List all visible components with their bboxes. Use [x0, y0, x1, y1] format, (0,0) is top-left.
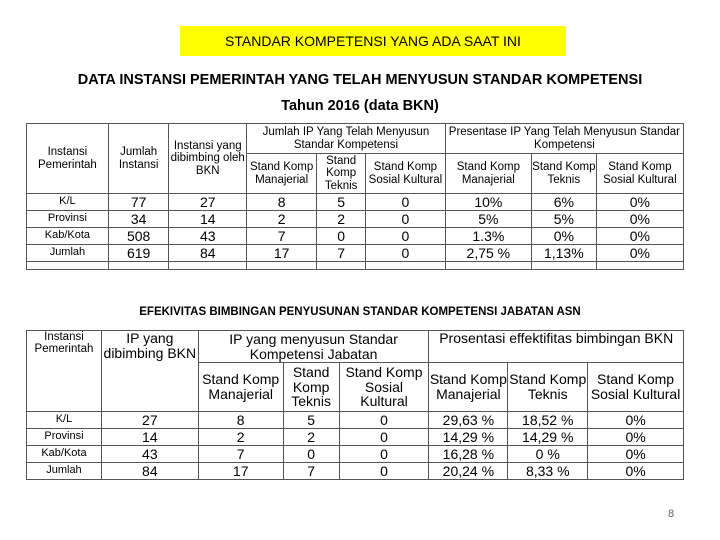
cell: 7	[247, 228, 317, 245]
cell: 27	[101, 412, 198, 429]
cell: 10%	[445, 194, 531, 211]
cell: 17	[247, 245, 317, 262]
cell: 5%	[531, 211, 596, 228]
cell: 0	[339, 463, 429, 480]
table-instansi-standar-kompetensi	[26, 123, 684, 270]
subheader: Stand Komp Manajerial	[198, 363, 283, 412]
header-jumlah-instansi: Jumlah Instansi	[108, 124, 169, 194]
cell: 18,52 %	[508, 412, 588, 429]
cell: 29,63 %	[429, 412, 508, 429]
subheader: Stand Komp Teknis	[317, 154, 366, 194]
header-group-presentase: Presentase IP Yang Telah Menyusun Standar Kompetensi	[445, 124, 683, 154]
row-label: Provinsi	[27, 429, 102, 446]
subheader: Stand Komp Teknis	[283, 363, 339, 412]
table-efektivitas-bimbingan	[26, 330, 684, 480]
cell: 7	[198, 446, 283, 463]
cell: 0	[366, 228, 446, 245]
header-dibimbing: Instansi yang dibimbing oleh BKN	[169, 124, 247, 194]
table-row	[27, 194, 684, 211]
cell: 0	[339, 412, 429, 429]
cell: 0	[366, 194, 446, 211]
table-row	[27, 429, 684, 446]
row-label: K/L	[27, 412, 102, 429]
cell: 2	[317, 211, 366, 228]
table-row	[27, 211, 684, 228]
cell: 6%	[531, 194, 596, 211]
cell: 77	[108, 194, 169, 211]
header-ip-dibimbing: IP yang dibimbing BKN	[101, 331, 198, 412]
cell: 5%	[445, 211, 531, 228]
cell: 84	[169, 245, 247, 262]
header-group-menyusun: IP yang menyusun Standar Kompetensi Jabatan	[198, 331, 429, 363]
cell: 43	[101, 446, 198, 463]
cell: 8,33 %	[508, 463, 588, 480]
cell: 0	[366, 245, 446, 262]
header-group-prosentasi: Prosentasi effektifitas bimbingan BKN	[429, 331, 684, 363]
page-banner	[180, 26, 566, 56]
subheader: Stand Komp Manajerial	[247, 154, 317, 194]
cell: 27	[169, 194, 247, 211]
row-label: Kab/Kota	[27, 228, 109, 245]
cell: 0%	[596, 211, 683, 228]
table-row	[27, 446, 684, 463]
cell: 14	[169, 211, 247, 228]
cell: 14	[101, 429, 198, 446]
subheader: Stand Komp Sosial Kultural	[588, 363, 684, 412]
cell: 2,75 %	[445, 245, 531, 262]
subheader: Stand Komp Manajerial	[429, 363, 508, 412]
header-instansi: Instansi Pemerintah	[27, 331, 102, 412]
cell: 1,13%	[531, 245, 596, 262]
cell: 14,29 %	[429, 429, 508, 446]
header-group-jumlah: Jumlah IP Yang Telah Menyusun Standar Kompetensi	[247, 124, 446, 154]
cell: 0%	[531, 228, 596, 245]
table2-title: EFEKIVITAS BIMBINGAN PENYUSUNAN STANDAR KOMPETENSI JABATAN ASN	[139, 306, 581, 318]
cell: 7	[317, 245, 366, 262]
cell: 0%	[588, 429, 684, 446]
cell: 17	[198, 463, 283, 480]
subheader: Stand Komp Sosial Kultural	[366, 154, 446, 194]
cell: 7	[283, 463, 339, 480]
cell: 14,29 %	[508, 429, 588, 446]
subheader: Stand Komp Teknis	[508, 363, 588, 412]
table1-subtitle: Tahun 2016 (data BKN)	[281, 98, 439, 114]
cell: 0%	[596, 228, 683, 245]
cell: 508	[108, 228, 169, 245]
row-label: K/L	[27, 194, 109, 211]
spacer-row	[27, 262, 684, 270]
cell: 5	[317, 194, 366, 211]
cell: 0	[317, 228, 366, 245]
subheader: Stand Komp Sosial Kultural	[596, 154, 683, 194]
page-number: 8	[668, 508, 675, 520]
cell: 8	[198, 412, 283, 429]
table-row-total	[27, 463, 684, 480]
cell: 20,24 %	[429, 463, 508, 480]
header-instansi: Instansi Pemerintah	[27, 124, 109, 194]
cell: 34	[108, 211, 169, 228]
cell: 0%	[588, 463, 684, 480]
cell: 2	[198, 429, 283, 446]
table1-title: DATA INSTANSI PEMERINTAH YANG TELAH MENYUSUN STANDAR KOMPETENSI	[77, 72, 643, 88]
banner-text: STANDAR KOMPETENSI YANG ADA SAAT INI	[225, 33, 521, 49]
cell: 0	[366, 211, 446, 228]
table-row-total	[27, 245, 684, 262]
table-row	[27, 412, 684, 429]
cell: 16,28 %	[429, 446, 508, 463]
cell: 0	[339, 429, 429, 446]
row-label: Kab/Kota	[27, 446, 102, 463]
subheader: Stand Komp Teknis	[531, 154, 596, 194]
cell: 619	[108, 245, 169, 262]
row-label: Jumlah	[27, 245, 109, 262]
cell: 0	[283, 446, 339, 463]
row-label: Jumlah	[27, 463, 102, 480]
table-row	[27, 228, 684, 245]
cell: 43	[169, 228, 247, 245]
cell: 0%	[588, 446, 684, 463]
cell: 8	[247, 194, 317, 211]
row-label: Provinsi	[27, 211, 109, 228]
cell: 2	[247, 211, 317, 228]
subheader: Stand Komp Sosial Kultural	[339, 363, 429, 412]
cell: 0%	[596, 194, 683, 211]
cell: 0 %	[508, 446, 588, 463]
cell: 0%	[596, 245, 683, 262]
cell: 0	[339, 446, 429, 463]
cell: 2	[283, 429, 339, 446]
cell: 5	[283, 412, 339, 429]
cell: 1.3%	[445, 228, 531, 245]
subheader: Stand Komp Manajerial	[445, 154, 531, 194]
cell: 84	[101, 463, 198, 480]
cell: 0%	[588, 412, 684, 429]
